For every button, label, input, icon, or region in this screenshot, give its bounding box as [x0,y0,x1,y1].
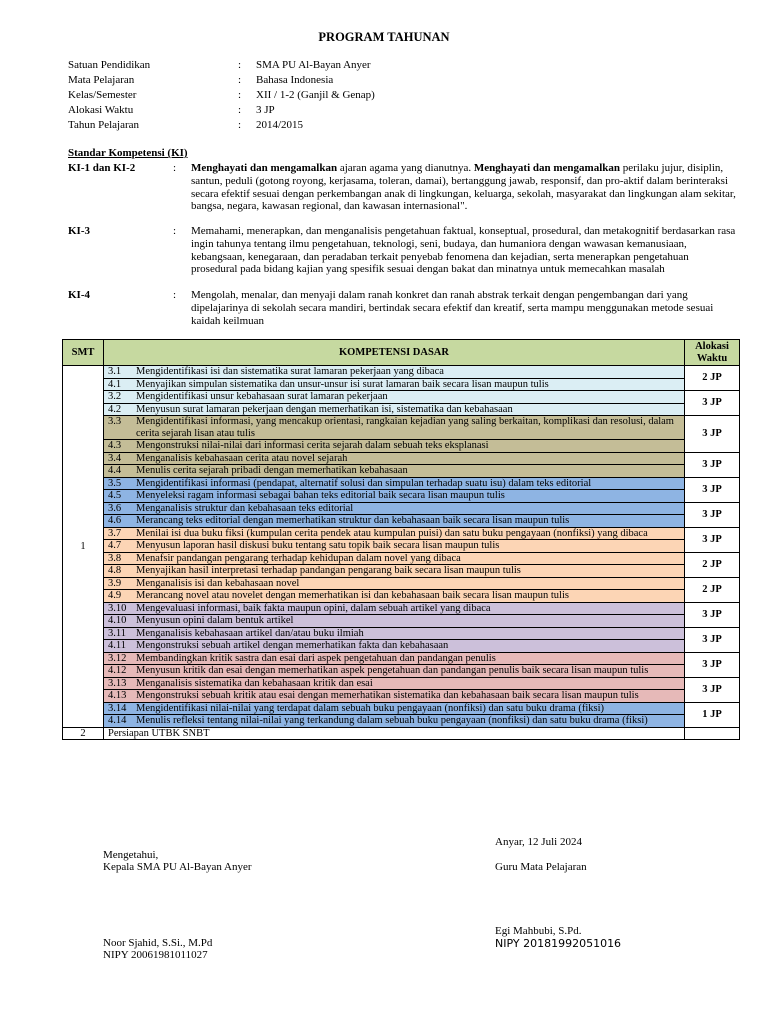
kd-item [104,503,684,515]
ki-row [68,289,738,327]
kd-text: Mengevaluasi informasi, baik fakta maupun opini, dalam sebuah artikel yang dibaca [136,602,491,614]
kd-text: Menganalisis kebahasaan artikel dan/atau buku ilmiah [136,627,364,639]
kd-number: 4.8 [108,565,122,576]
info-label: Kelas/Semester [68,89,137,101]
info-colon: : [238,119,242,131]
kd-cell [104,416,685,440]
table-row [63,640,740,653]
ki-text: Memahami, menerapkan, dan menganalisis pengetahuan faktual, konseptual, prosedural, dan metakognitif berdasarkan rasa ingin tahunya tentang ilmu pengetahuan, teknologi, seni, budaya, dan humaniora dengan wawasan kemanusiaan, kebangsaan, kenegaraan, dan peradaban terkait penyebab fenomena dan kejadian, serta menerapkan pengetahuan prosedural pada bidang kajian yang spesifik sesuai dengan bakat dan minatnya untuk memecahkan masalah [191,225,736,276]
jp-cell: 2 JP [685,577,740,602]
kd-text: Menyajikan simpulan sistematika dan unsur-unsur isi surat lamaran baik secara lisan maupun tulis [136,378,549,390]
kd-item [104,379,684,391]
table-row [63,502,740,515]
kd-cell [104,378,685,391]
table-row [63,677,740,690]
jp-cell: 2 JP [685,366,740,391]
kd-cell [104,477,685,490]
kd-cell [104,565,685,578]
kd-text: Menyajikan hasil interpretasi terhadap pandangan pengarang baik secara lisan maupun tulis [136,565,521,576]
kd-number: 4.11 [108,640,126,651]
info-row [68,118,375,133]
kd-text: Menyeleksi ragam informasi sebagai bahan teks editorial baik secara lisan maupun tulis [136,490,505,501]
kd-text: Membandingkan kritik sastra dan esai dari aspek pengetahuan dan pandangan penulis [136,652,496,664]
table-row [63,403,740,416]
jp-cell: 1 JP [685,702,740,727]
table-row [63,552,740,565]
jp-cell: 3 JP [685,527,740,552]
table-header-row [63,340,740,366]
kd-number: 4.4 [108,465,122,476]
info-row [68,88,375,103]
teacher-title: Guru Mata Pelajaran [495,861,587,873]
kd-item [104,416,684,439]
ki-text [191,162,736,213]
kd-number: 3.11 [108,627,126,639]
kd-number: 3.6 [108,502,122,514]
ki-heading: Standar Kompetensi (KI) [68,147,188,159]
info-colon: : [238,89,242,101]
kd-cell [104,702,685,715]
kd-number: 3.4 [108,452,122,464]
ki-text-part: ajaran agama yang dianutnya. [337,162,474,174]
table-row [63,702,740,715]
teacher-nipy: NIPY 20181992051016 [495,937,622,950]
kd-number: 4.7 [108,540,122,551]
kd-text: Menyusun opini dalam bentuk artikel [136,615,294,626]
jp-cell: 3 JP [685,502,740,527]
table-row [63,565,740,578]
table-row [63,615,740,628]
table-row [63,627,740,640]
kd-number: 4.6 [108,515,122,526]
kd-number: 3.10 [108,602,127,614]
info-label: Mata Pelajaran [68,74,135,86]
kd-text: Mengidentifikasi nilai-nilai yang terdapat dalam sebuah buku pengayaan (nonfiksi) dan satu buku drama (fiksi) [136,702,604,714]
kd-cell [104,665,685,678]
kd-item [104,515,684,527]
kd-number: 4.9 [108,590,122,601]
kd-item [104,665,684,677]
place-date: Anyar, 12 Juli 2024 [495,836,582,848]
kd-item [104,465,684,477]
kd-cell [104,452,685,465]
table-row [63,577,740,590]
kd-text: Menganalisis sistematika dan kebahasaan kritik dan esai [136,677,373,689]
kd-item [104,490,684,502]
table-row [63,490,740,503]
kd-text: Persiapan UTBK SNBT [108,727,210,739]
info-row [68,58,375,73]
info-colon: : [238,59,242,71]
kd-number: 4.2 [108,403,122,415]
kd-number: 3.7 [108,527,122,539]
kd-cell [104,677,685,690]
kd-cell [104,690,685,703]
info-label: Alokasi Waktu [68,104,134,116]
header-jp: Alokasi Waktu [685,340,740,366]
kd-item [104,404,684,416]
table-row [63,465,740,478]
table-row [63,440,740,453]
ki-text-part: perilaku jujur, disiplin, santun, peduli (gotong royong, kerjasama, toleran, damai), bertanggung jawab, responsif, dan pro-aktif dalam berinteraksi secara efektif sesuai dengan perkembangan anak di lingkungan, keluarga, sekolah, masyarakat dan lingkungan alam sekitar, bangsa, negara, kawasan regional, dan kawasan internasional". [191,162,736,213]
ki-bold: Menghayati dan mengamalkan [473,162,620,174]
smt-cell: 2 [63,727,104,740]
table-row [63,715,740,728]
kd-number: 3.13 [108,677,127,689]
table-row [63,366,740,379]
kd-cell [104,615,685,628]
kd-text: Menyusun surat lamaran pekerjaan dengan memerhatikan isi, sistematika dan kebahasaan [136,403,513,415]
kd-cell [104,502,685,515]
kd-cell [104,391,685,404]
kd-text: Mengidentifikasi isi dan sistematika surat lamaran pekerjaan yang dibaca [136,366,444,377]
kd-cell [104,540,685,553]
kd-text: Menilai isi dua buku fiksi (kumpulan cerita pendek atau kumpulan puisi) dan satu buku pengayaan (nonfiksi) yang dibaca [136,527,648,539]
headmaster-nipy: NIPY 20061981011027 [103,949,208,961]
header-kd: KOMPETENSI DASAR [104,340,685,366]
kd-item [104,628,684,640]
jp-cell: 3 JP [685,477,740,502]
kd-item [104,615,684,627]
header-smt: SMT [63,340,104,366]
ki-label: KI-1 dan KI-2 [68,162,136,174]
kd-item [104,653,684,665]
table-row [63,602,740,615]
kd-text: Mengidentifikasi unsur kebahasaan surat lamaran pekerjaan [136,391,388,402]
kd-number: 4.13 [108,690,127,701]
known-label: Mengetahui, [103,849,159,861]
table-row [63,452,740,465]
kd-cell [104,727,685,740]
kd-number: 3.8 [108,552,122,564]
kd-cell [104,577,685,590]
kd-item [104,453,684,465]
info-row [68,103,375,118]
jp-cell: 3 JP [685,452,740,477]
kd-item [104,540,684,552]
kd-cell [104,465,685,478]
headmaster-title: Kepala SMA PU Al-Bayan Anyer [103,861,252,873]
table-row [63,378,740,391]
kd-text: Merancang novel atau novelet dengan memerhatikan isi dan kebahasaan baik secara lisan maupun tulis [136,590,569,601]
ki-text: Mengolah, menalar, dan menyaji dalam ranah konkret dan ranah abstrak terkait dengan pengembangan dari yang dipelajarinya di sekolah secara mandiri, bertindak secara efektif dan kreatif, serta mampu menggunakan metode sesuai kaidah keilmuan [191,289,714,327]
kd-number: 4.5 [108,490,122,501]
info-value: Bahasa Indonesia [256,74,334,86]
kd-number: 4.1 [108,378,122,390]
kd-item [104,603,684,615]
kd-text: Menganalisis struktur dan kebahasaan teks editorial [136,502,354,514]
table-row [63,477,740,490]
table-row [63,527,740,540]
kd-item [104,478,684,490]
kd-item [104,590,684,602]
teacher-name: Egi Mahbubi, S.Pd. [495,925,582,937]
ki-bold: Menghayati dan mengamalkan [191,162,338,174]
kd-text: Menulis cerita sejarah pribadi dengan memerhatikan kebahasaan [136,465,408,476]
kd-item [104,678,684,690]
info-block [68,58,375,133]
kd-item [104,640,684,652]
kd-cell [104,527,685,540]
kd-number: 4.10 [108,615,127,626]
info-colon: : [238,74,242,86]
jp-cell: 3 JP [685,416,740,453]
jp-cell [685,727,740,740]
table-row [63,391,740,404]
kd-number: 3.12 [108,652,127,664]
kd-text: Mengidentifikasi informasi, yang mencakup orientasi, rangkaian kejadian yang saling berkaitan, komplikasi dan resolusi, dalam cerita sejarah lisan atau tulis [136,416,674,439]
kd-item [104,578,684,590]
kd-item [104,553,684,565]
jp-cell: 3 JP [685,677,740,702]
kd-text: Menyusun laporan hasil diskusi buku tentang satu topik baik secara lisan maupun tulis [136,540,500,551]
jp-cell: 2 JP [685,552,740,577]
ki-row [68,162,738,213]
kd-item [104,690,684,702]
kd-text: Mengonstruksi sebuah artikel dengan memerhatikan fakta dan kebahasaan [136,640,449,651]
headmaster-name: Noor Sjahid, S.Si., M.Pd [103,937,213,949]
kd-number: 3.5 [108,477,122,489]
info-label: Tahun Pelajaran [68,119,140,131]
kd-item [104,440,684,452]
jp-cell: 3 JP [685,652,740,677]
table-row [63,416,740,440]
kd-text: Merancang teks editorial dengan memerhatikan struktur dan kebahasaan baik secara lisan maupun tulis [136,515,570,526]
kd-number: 4.12 [108,665,127,676]
ki-label: KI-4 [68,289,90,301]
kompetensi-dasar-table [62,339,740,740]
kd-cell [104,715,685,728]
kd-text: Menyusun kritik dan esai dengan memerhatikan aspek pengetahuan dan pandangan penulis baik secara lisan maupun tulis [136,665,649,676]
kd-number: 3.14 [108,702,127,714]
kd-number: 4.3 [108,440,122,451]
kd-number: 3.3 [108,416,122,427]
info-label: Satuan Pendidikan [68,59,151,71]
kd-cell [104,490,685,503]
kd-text: Mengidentifikasi informasi (pendapat, alternatif solusi dan simpulan terhadap suatu isu) dalam teks editorial [136,477,592,489]
page-title: PROGRAM TAHUNAN [318,30,450,44]
kd-text: Mengonstruksi nilai-nilai dari informasi cerita sejarah dalam sebuah teks eksplanasi [136,440,489,451]
kd-text: Menulis refleksi tentang nilai-nilai yang terkandung dalam sebuah buku pengayaan (nonfiksi) dan satu buku drama (fiksi) [136,715,648,726]
kd-text: Menganalisis isi dan kebahasaan novel [136,577,300,589]
info-value: 2014/2015 [256,119,304,131]
jp-cell: 3 JP [685,627,740,652]
kd-item [104,528,684,540]
kd-item [104,715,684,727]
ki-colon: : [173,289,177,301]
kd-text: Menganalisis kebahasaan cerita atau novel sejarah [136,452,348,464]
kd-cell [104,552,685,565]
info-colon: : [238,104,242,116]
smt-cell: 1 [63,366,104,728]
table-row [63,540,740,553]
kd-item [104,565,684,577]
kd-cell [104,640,685,653]
info-row [68,73,375,88]
jp-cell: 3 JP [685,391,740,416]
kd-cell [104,403,685,416]
ki-row [68,225,738,276]
info-value: 3 JP [256,104,275,116]
table-row [63,665,740,678]
ki-colon: : [173,162,177,174]
kd-cell [104,440,685,453]
kd-cell [104,515,685,528]
info-value: SMA PU Al-Bayan Anyer [256,59,371,71]
kd-cell [104,602,685,615]
jp-cell: 3 JP [685,602,740,627]
table-row [63,590,740,603]
kd-cell [104,366,685,379]
kd-text: Mengonstruksi sebuah kritik atau esai dengan memerhatikan sistematika dan kebahasaan baik secara lisan maupun tulis [136,690,639,701]
kd-item [104,703,684,715]
ki-label: KI-3 [68,225,90,237]
table-row [63,727,740,740]
kd-cell [104,652,685,665]
ki-colon: : [173,225,177,237]
info-value: XII / 1-2 (Ganjil & Genap) [256,89,375,101]
kd-number: 4.14 [108,715,127,726]
kd-item [104,366,684,378]
kd-number: 3.1 [108,366,122,377]
kd-cell [104,590,685,603]
table-row [63,652,740,665]
kd-text: Menafsir pandangan pengarang terhadap kehidupan dalam novel yang dibaca [136,552,461,564]
kd-item [104,391,684,403]
kd-cell [104,627,685,640]
table-row [63,515,740,528]
kd-number: 3.9 [108,577,122,589]
table-row [63,690,740,703]
kd-number: 3.2 [108,391,122,402]
